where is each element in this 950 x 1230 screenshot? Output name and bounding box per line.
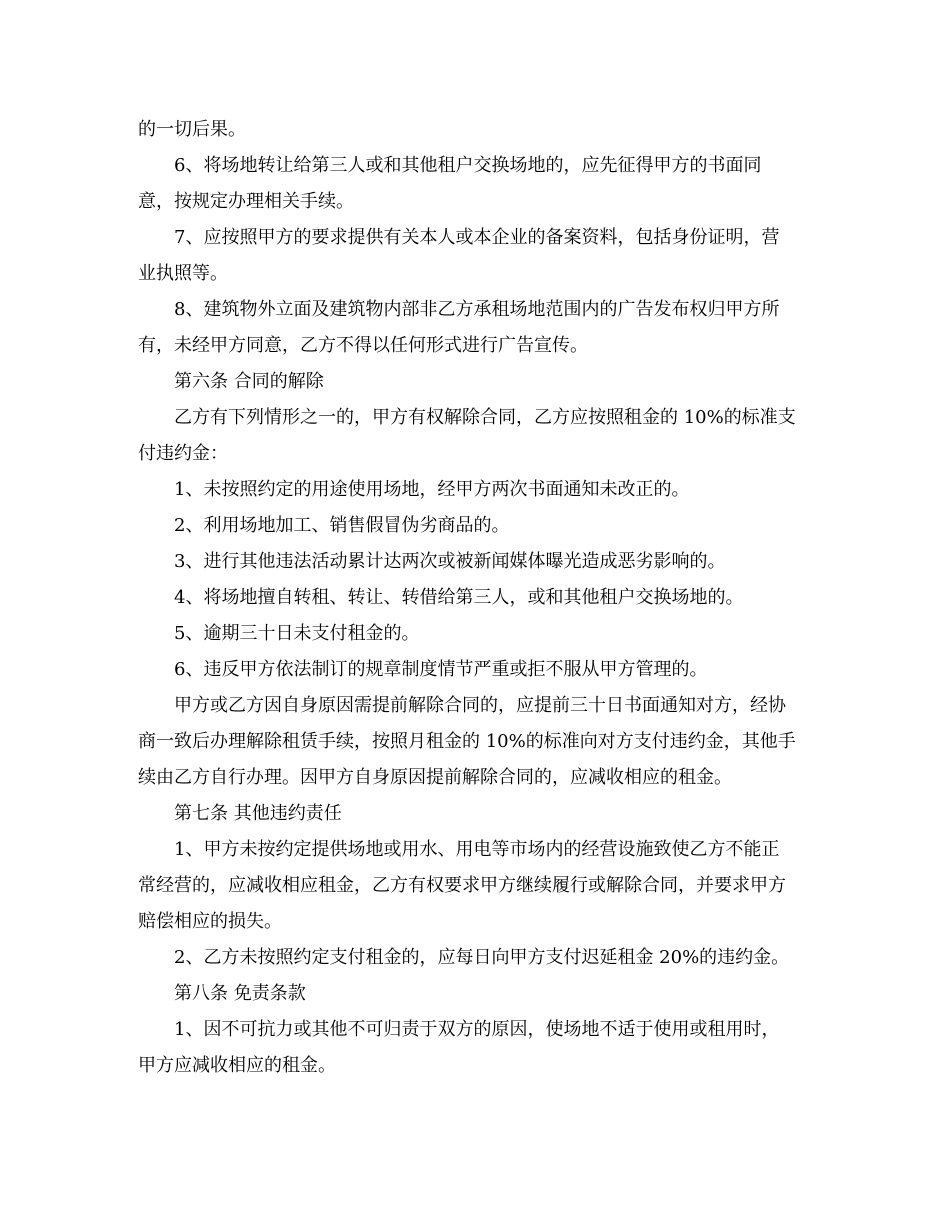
section-heading: 第七条 其他违约责任: [174, 803, 342, 824]
clause-item: 6、违反甲方依法制订的规章制度情节严重或拒不服从甲方管理的。: [174, 659, 708, 680]
paragraph-line: 业执照等。: [138, 263, 228, 284]
document-page: [138, 112, 814, 1084]
paragraph-line: 赔偿相应的损失。: [138, 911, 282, 932]
clause-item: 5、逾期三十日未支付租金的。: [174, 623, 420, 644]
paragraph-line: 商一致后办理解除租赁手续，按照月租金的 10%的标准向对方支付违约金，其他手: [138, 731, 796, 752]
paragraph-line: 付违约金：: [138, 443, 228, 464]
clause-item: 7、应按照甲方的要求提供有关本人或本企业的备案资料，包括身份证明，营: [174, 227, 780, 248]
paragraph-line: 续由乙方自行办理。因甲方自身原因提前解除合同的，应减收相应的租金。: [138, 767, 732, 788]
paragraph-line: 的一切后果。: [138, 119, 246, 140]
clause-item: 2、利用场地加工、销售假冒伪劣商品的。: [174, 515, 510, 536]
paragraph-line: 甲方或乙方因自身原因需提前解除合同的，应提前三十日书面通知对方，经协: [174, 695, 786, 716]
clause-item: 1、因不可抗力或其他不可归责于双方的原因，使场地不适于使用或租用时，: [174, 1019, 780, 1040]
paragraph-line: 乙方有下列情形之一的，甲方有权解除合同，乙方应按照租金的 10%的标准支: [174, 407, 796, 428]
paragraph-line: 常经营的，应减收相应租金，乙方有权要求甲方继续履行或解除合同，并要求甲方: [138, 875, 786, 896]
paragraph-line: 甲方应减收相应的租金。: [138, 1055, 336, 1076]
clause-item: 8、建筑物外立面及建筑物内部非乙方承租场地范围内的广告发布权归甲方所: [174, 299, 780, 320]
clause-item: 6、将场地转让给第三人或和其他租户交换场地的，应先征得甲方的书面同: [174, 155, 762, 176]
clause-item: 4、将场地擅自转租、转让、转借给第三人，或和其他租户交换场地的。: [174, 587, 744, 608]
clause-item: 1、甲方未按约定提供场地或用水、用电等市场内的经营设施致使乙方不能正: [174, 839, 780, 860]
paragraph-line: 有，未经甲方同意，乙方不得以任何形式进行广告宣传。: [138, 335, 588, 356]
section-heading: 第八条 免责条款: [174, 983, 306, 1004]
clause-item: 2、乙方未按照约定支付租金的，应每日向甲方支付迟延租金 20%的违约金。: [174, 947, 790, 968]
clause-item: 1、未按照约定的用途使用场地，经甲方两次书面通知未改正的。: [174, 479, 690, 500]
clause-item: 3、进行其他违法活动累计达两次或被新闻媒体曝光造成恶劣影响的。: [174, 551, 726, 572]
paragraph-line: 意，按规定办理相关手续。: [138, 191, 354, 212]
section-heading: 第六条 合同的解除: [174, 371, 324, 392]
